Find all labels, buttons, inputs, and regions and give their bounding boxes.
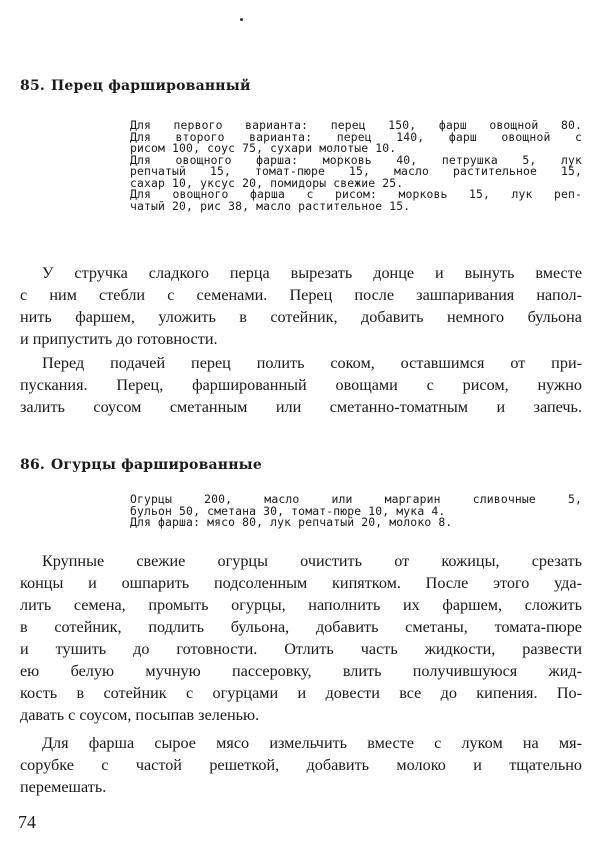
recipe-85-number: 85.: [20, 78, 45, 94]
ingredient-line: чатый 20, рис 38, масло растительное 15.: [130, 198, 411, 213]
text-line: в сотейник, подлить бульона, добавить сметаны, томата-пюре: [20, 618, 582, 636]
text-line: пускания. Перец, фаршированный овощами с рисом, нужно: [20, 376, 582, 394]
ingredient-line: Для первого варианта: перец 150, фарш овощной 80.: [130, 118, 582, 132]
recipe-86-method-paragraph-2: [20, 732, 582, 798]
page-number: 74: [18, 812, 36, 832]
text-line: с ним стебли с семенами. Перец после зашпаривания напол-: [20, 286, 582, 304]
ingredient-line: репчатый 15, томат-пюре 15, масло растительное 15,: [130, 164, 582, 178]
ingredient-line: бульон 50, сметана 30, томат-пюре 10, мука 4.: [130, 503, 446, 518]
recipe-86-name: Огурцы фаршированные: [50, 457, 263, 473]
recipe-85-name: Перец фаршированный: [50, 78, 251, 94]
ingredient-line: рисом 100, соус 75, сухари молотые 10.: [130, 141, 397, 155]
text-line: давать с соусом, посыпав зеленью.: [20, 706, 260, 724]
ingredient-line: Для овощного фарша: морковь 40, петрушка 5, лук: [130, 152, 582, 167]
ingredient-line: Для фарша: мясо 80, лук репчатый 20, молоко 8.: [130, 515, 453, 529]
text-line: У стручка сладкого перца вырезать донце и вынуть вместе: [42, 264, 582, 282]
recipe-85-ingredients: [130, 120, 582, 212]
recipe-86-ingredients: [130, 494, 582, 529]
text-line: ею белую мучную пассеровку, влить получившуюся жид-: [20, 662, 582, 680]
recipe-85-method-paragraph-1: [20, 262, 582, 350]
text-line: Перед подачей перец полить соком, оставшимся от при-: [42, 354, 582, 372]
text-line: сорубке с частой решеткой, добавить молоко и тщательно: [20, 756, 582, 774]
recipe-86-title: [20, 457, 262, 473]
recipe-86-number: 86.: [20, 457, 45, 473]
text-line: концы и ошпарить подсоленным кипятком. После этого уда-: [20, 574, 582, 592]
recipe-85-method-paragraph-2: [20, 352, 582, 418]
text-line: лить семена, промыть огурцы, наполнить их фаршем, сложить: [20, 596, 582, 614]
text-line: и припустить до готовности.: [20, 330, 218, 348]
text-line: и тушить до готовности. Отлить часть жидкости, развести: [20, 640, 582, 658]
recipe-86-method-paragraph-1: [20, 550, 582, 726]
ingredient-line: Для овощного фарша с рисом: морковь 15, лук реп-: [130, 187, 582, 201]
text-line: кость в сотейник с огурцами и довести все до кипения. По-: [20, 684, 582, 702]
print-speck: [240, 18, 243, 21]
ingredient-line: сахар 10, уксус 20, помидоры свежие 25.: [130, 175, 404, 190]
text-line: перемешать.: [20, 778, 107, 796]
recipe-85-title: [20, 78, 251, 94]
text-line: залить соусом сметанным или сметанно-томатным и запечь.: [20, 398, 582, 416]
text-line: Для фарша сырое мясо измельчить вместе с луком на мя-: [42, 734, 582, 752]
ingredient-line: Для второго варианта: перец 140, фарш овощной с: [130, 129, 582, 144]
text-line: нить фаршем, уложить в сотейник, добавить немного бульона: [20, 308, 582, 326]
text-line: Крупные свежие огурцы очистить от кожицы, срезать: [42, 552, 582, 570]
ingredient-line: Огурцы 200, масло или маргарин сливочные 5,: [130, 492, 582, 506]
